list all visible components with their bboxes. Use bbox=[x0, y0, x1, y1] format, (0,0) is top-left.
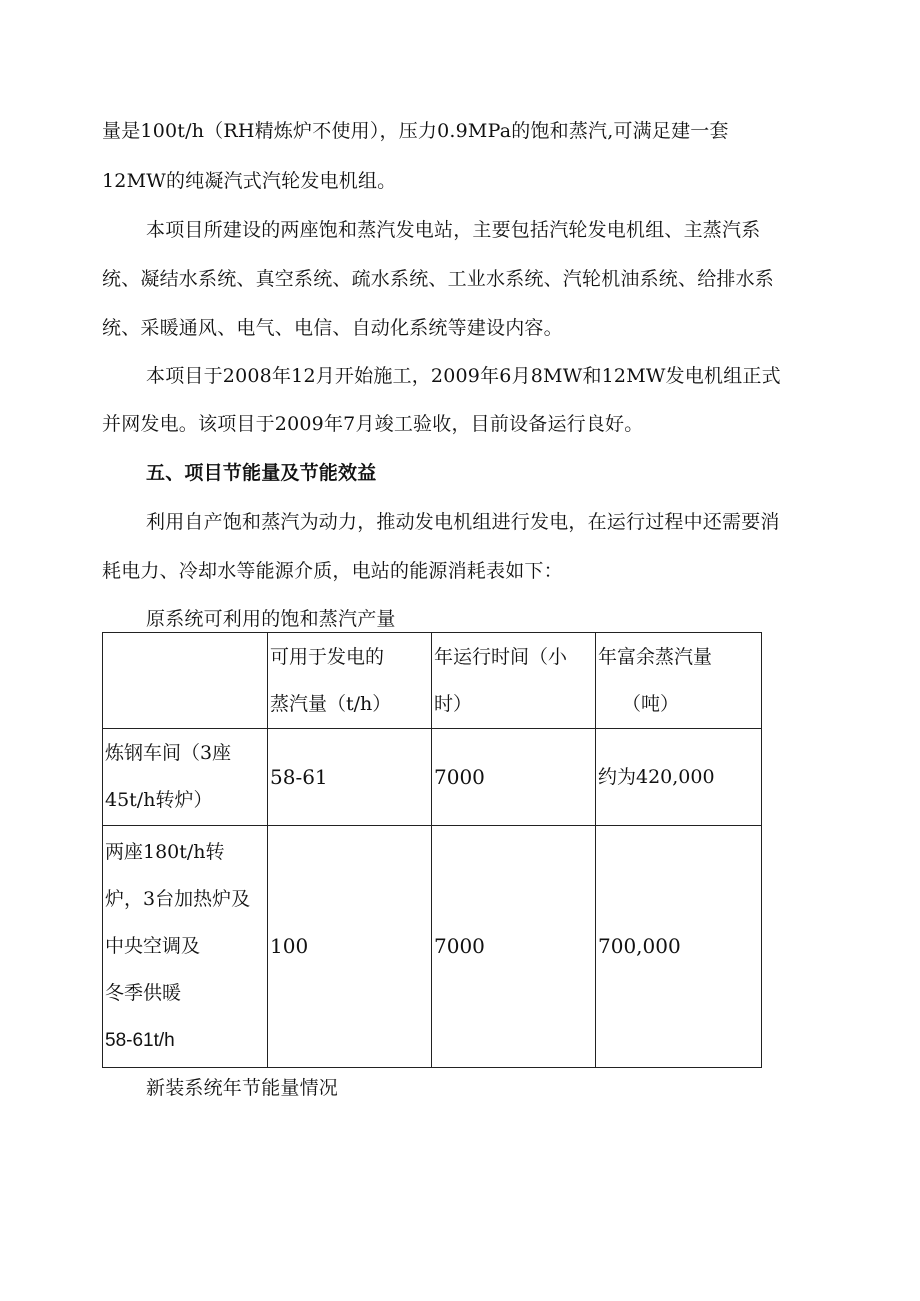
row-name-line: 58-61t/h bbox=[105, 1030, 175, 1051]
row-name-cell bbox=[103, 826, 268, 1068]
paragraph-5-line-1: 利用自产饱和蒸汽为动力，推动发电机组进行发电，在运行过程中还需要消 bbox=[146, 511, 780, 533]
paragraph-3-line-2: 并网发电。该项目于2009年7月竣工验收，目前设备运行良好。 bbox=[102, 413, 644, 435]
section-heading: 五、项目节能量及节能效益 bbox=[146, 462, 377, 484]
paragraph-5-line-2: 耗电力、冷却水等能源介质，电站的能源消耗表如下： bbox=[102, 560, 563, 582]
row-surplus-cell: 700,000 bbox=[596, 826, 762, 1068]
header-surplus-line-2: （吨） bbox=[622, 692, 680, 715]
row-name-cell bbox=[103, 729, 268, 826]
header-cell-surplus bbox=[596, 633, 762, 729]
header-surplus-line-1: 年富余蒸汽量 bbox=[598, 645, 713, 668]
row-surplus-cell: 约为420,000 bbox=[596, 729, 762, 826]
row-name-line: 炼钢车间（3座 bbox=[105, 742, 232, 764]
paragraph-3-line-1: 本项目于2008年12月开始施工，2009年6月8MW和12MW发电机组正式 bbox=[146, 365, 781, 387]
table-row bbox=[103, 729, 762, 826]
row-steam-cell: 100 bbox=[268, 826, 432, 1068]
header-steam-line-1: 可用于发电的 bbox=[270, 645, 385, 668]
footer-caption: 新装系统年节能量情况 bbox=[146, 1077, 339, 1099]
row-name-line: 两座180t/h转 bbox=[105, 841, 225, 863]
row-name-line: 炉，3台加热炉及 bbox=[105, 888, 251, 910]
row-name-line: 冬季供暖 bbox=[105, 982, 182, 1004]
header-cell-empty bbox=[103, 633, 268, 729]
header-steam-line-2: 蒸汽量（t/h） bbox=[270, 692, 392, 715]
header-cell-hours bbox=[432, 633, 596, 729]
paragraph-1-line-2: 12MW的纯凝汽式汽轮发电机组。 bbox=[102, 170, 397, 192]
paragraph-1-line-1: 量是100t/h（RH精炼炉不使用），压力0.9MPa的饱和蒸汽,可满足建一套 bbox=[102, 120, 729, 142]
header-hours-line-1: 年运行时间（小 bbox=[434, 645, 568, 668]
table-caption: 原系统可利用的饱和蒸汽产量 bbox=[146, 608, 396, 630]
row-steam-cell: 58-61 bbox=[268, 729, 432, 826]
paragraph-2-line-1: 本项目所建设的两座饱和蒸汽发电站，主要包括汽轮发电机组、主蒸汽系 bbox=[146, 219, 761, 241]
header-cell-steam bbox=[268, 633, 432, 729]
row-name-line: 中央空调及 bbox=[105, 935, 201, 957]
row-hours-cell: 7000 bbox=[432, 826, 596, 1068]
table-row bbox=[103, 826, 762, 1068]
paragraph-2-line-2: 统、凝结水系统、真空系统、疏水系统、工业水系统、汽轮机油系统、给排水系 bbox=[102, 268, 775, 290]
table-header-row bbox=[103, 633, 762, 729]
steam-output-table bbox=[102, 632, 762, 1068]
row-name-line: 45t/h转炉） bbox=[105, 789, 213, 811]
paragraph-2-line-3: 统、采暖通风、电气、电信、自动化系统等建设内容。 bbox=[102, 317, 563, 339]
header-hours-line-2: 时） bbox=[434, 692, 473, 715]
row-hours-cell: 7000 bbox=[432, 729, 596, 826]
